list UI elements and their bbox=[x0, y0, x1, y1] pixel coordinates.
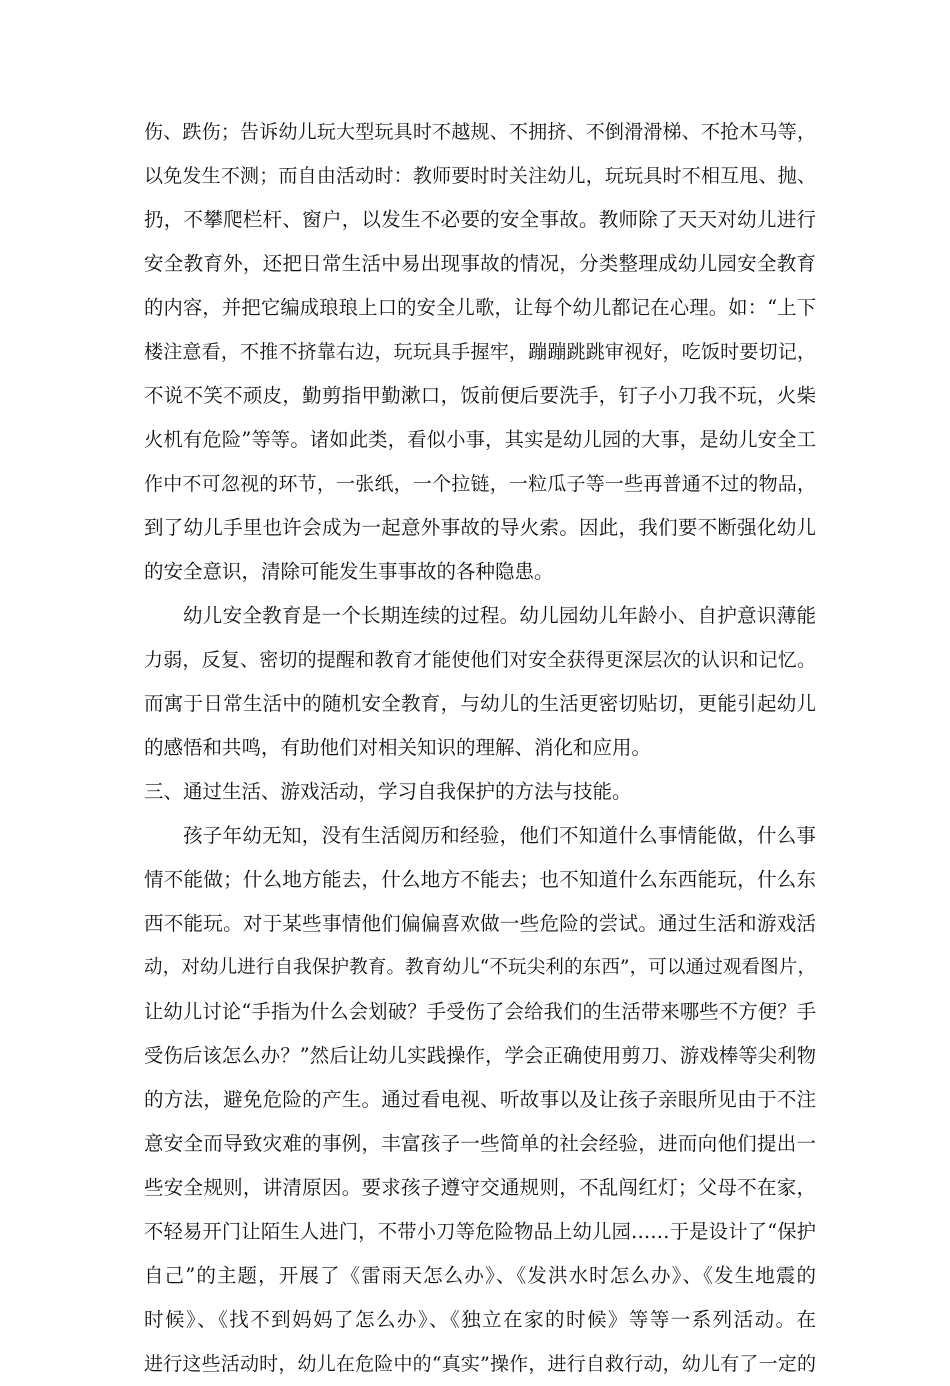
text-line: 三、通过生活、游戏活动，学习自我保护的方法与技能。 bbox=[144, 780, 632, 803]
text-line: 的安全意识，清除可能发生事事故的各种隐患。 bbox=[144, 560, 554, 583]
text-line: 火机有危险”等等。诸如此类，看似小事，其实是幼儿园的大事，是幼儿安全工 bbox=[144, 428, 816, 451]
text-line: 作中不可忽视的环节，一张纸，一个拉链，一粒瓜子等一些再普通不过的物品， bbox=[144, 473, 816, 495]
text-line: 而寓于日常生活中的随机安全教育，与幼儿的生活更密切贴切，更能引起幼儿 bbox=[144, 692, 816, 715]
text-line: 情不能做；什么地方能去，什么地方不能去；也不知道什么东西能玩，什么东 bbox=[144, 868, 816, 891]
text-line: 不轻易开门让陌生人进门，不带小刀等危险物品上幼儿园……于是设计了“保护 bbox=[144, 1220, 816, 1243]
text-line: 的感悟和共鸣，有助他们对相关知识的理解、消化和应用。 bbox=[144, 736, 652, 759]
text-line: 孩子年幼无知，没有生活阅历和经验，他们不知道什么事情能做，什么事 bbox=[183, 824, 816, 847]
text-line: 的内容，并把它编成琅琅上口的安全儿歌，让每个幼儿都记在心理。如：“上下 bbox=[144, 296, 816, 319]
text-line: 伤、跌伤；告诉幼儿玩大型玩具时不越规、不拥挤、不倒滑滑梯、不抢木马等， bbox=[144, 121, 816, 143]
text-line: 些安全规则，讲清原因。要求孩子遵守交通规则，不乱闯红灯；父母不在家， bbox=[144, 1176, 816, 1199]
text-line: 以免发生不测；而自由活动时：教师要时时关注幼儿，玩玩具时不相互甩、抛、 bbox=[144, 165, 816, 187]
text-line: 的方法，避免危险的产生。通过看电视、听故事以及让孩子亲眼所见由于不注 bbox=[144, 1088, 816, 1111]
text-line: 让幼儿讨论“手指为什么会划破？手受伤了会给我们的生活带来哪些不方便？手 bbox=[144, 1000, 816, 1023]
text-line: 动，对幼儿进行自我保护教育。教育幼儿“不玩尖利的东西”，可以通过观看图片， bbox=[144, 957, 816, 978]
text-line: 自己”的主题，开展了《雷雨天怎么办》、《发洪水时怎么办》、《发生地震的 bbox=[144, 1264, 816, 1287]
text-line: 不说不笑不顽皮，勤剪指甲勤漱口，饭前便后要洗手，钉子小刀我不玩，火柴 bbox=[144, 384, 816, 407]
text-line: 楼注意看，不推不挤靠右边，玩玩具手握牢，蹦蹦跳跳审视好，吃饭时要切记， bbox=[144, 341, 816, 363]
text-line: 西不能玩。对于某些事情他们偏偏喜欢做一些危险的尝试。通过生活和游戏活 bbox=[144, 912, 816, 935]
text-line: 安全教育外，还把日常生活中易出现事故的情况，分类整理成幼儿园安全教育 bbox=[144, 252, 816, 275]
text-line: 幼儿安全教育是一个长期连续的过程。幼儿园幼儿年龄小、自护意识薄能 bbox=[183, 604, 816, 627]
text-line: 进行这些活动时，幼儿在危险中的“真实”操作，进行自救行动，幼儿有了一定的 bbox=[144, 1353, 816, 1375]
text-line: 力弱，反复、密切的提醒和教育才能使他们对安全获得更深层次的认识和记忆。 bbox=[144, 649, 816, 671]
document-body bbox=[144, 110, 816, 1386]
text-line: 时候》、《找不到妈妈了怎么办》、《独立在家的时候》等等一系列活动。在 bbox=[144, 1308, 816, 1331]
text-line: 扔，不攀爬栏杆、窗户，以发生不必要的安全事故。教师除了天天对幼儿进行 bbox=[144, 208, 816, 231]
text-line: 意安全而导致灾难的事例，丰富孩子一些简单的社会经验，进而向他们提出一 bbox=[144, 1132, 816, 1155]
text-line: 到了幼儿手里也许会成为一起意外事故的导火索。因此，我们要不断强化幼儿 bbox=[144, 516, 816, 539]
text-line: 受伤后该怎么办？”然后让幼儿实践操作，学会正确使用剪刀、游戏棒等尖利物 bbox=[144, 1044, 816, 1067]
